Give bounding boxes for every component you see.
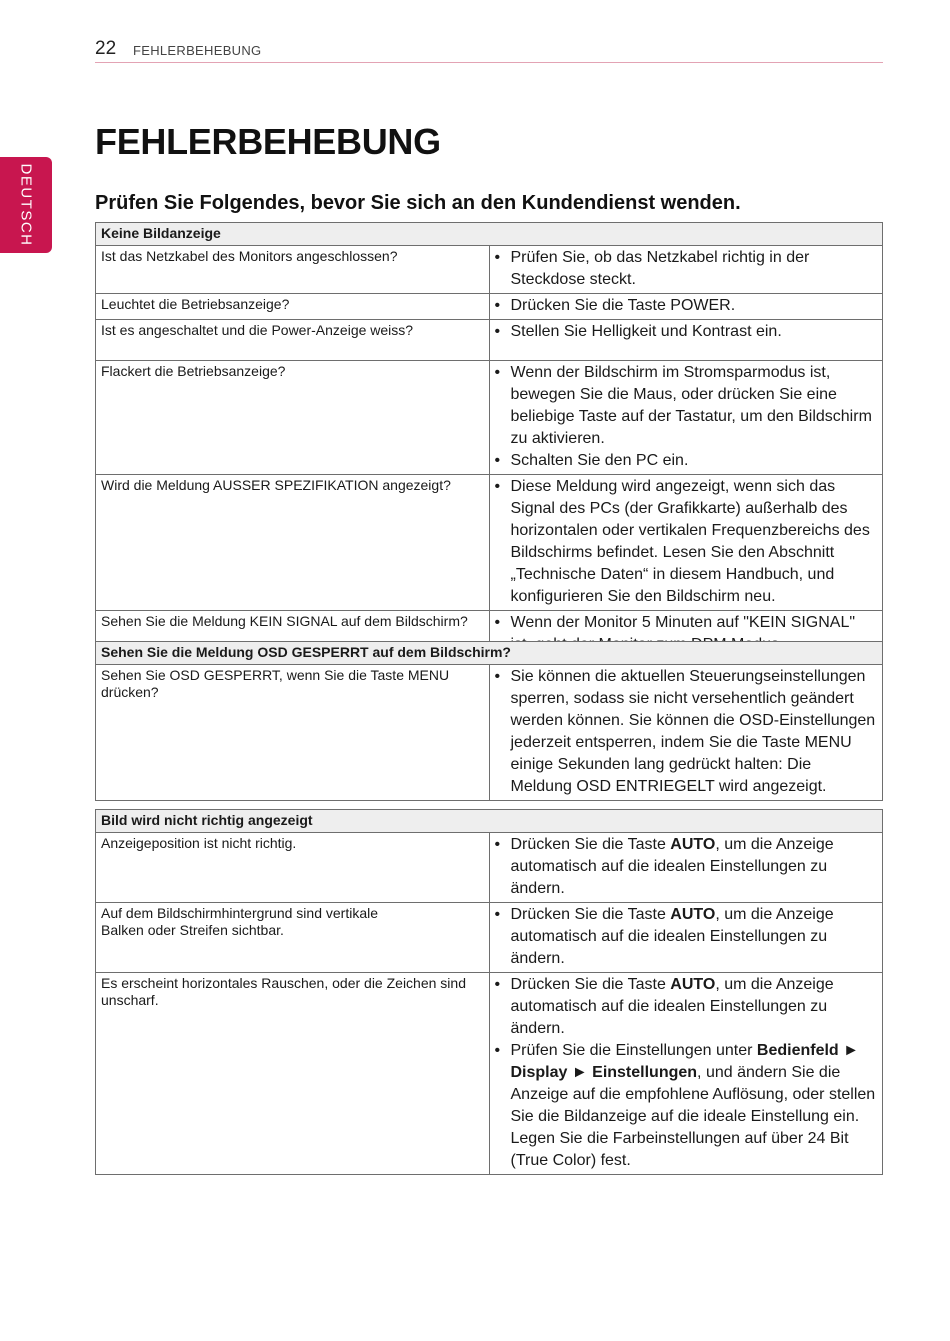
bullet: • [494,668,501,685]
solution-cell [489,294,883,320]
bullet: • [494,1042,501,1059]
table-row [96,320,883,361]
table-heading: Keine Bildanzeige [96,223,883,246]
running-title: FEHLERBEHEBUNG [133,43,262,58]
table-heading: Bild wird nicht richtig angezeigt [96,810,883,833]
solution-item: • Drücken Sie die Taste AUTO, um die Anzeige automatisch auf die idealen Einstellungen zu ändern. [494,836,834,897]
table-row [96,833,883,903]
question-cell: Leuchtet die Betriebsanzeige? [96,294,490,320]
bullet: • [494,452,501,469]
bullet: • [494,297,501,314]
language-tab [0,157,52,253]
solution-item: • Drücken Sie die Taste AUTO, um die Anzeige automatisch auf die idealen Einstellungen zu ändern. [494,906,834,967]
solution-item: • Prüfen Sie die Einstellungen unter Bedienfeld ► Display ► Einstellungen, und ändern Sie die Anzeige auf die empfohlene Auflösung, oder stellen Sie die Bildanzeige auf die ideale Einstellung ein. Legen Sie die Farbeinstellungen auf über 24 Bit (True Color) fest. [494,1042,876,1169]
table-row [96,903,883,973]
solution-item: • Drücken Sie die Taste POWER. [495,295,877,317]
troubleshooting-table-no-picture [95,222,883,659]
language-tab-label: DEUTSCH [17,163,35,247]
bullet: • [494,478,501,495]
bold-term: AUTO [670,836,716,853]
bullet: • [494,906,501,923]
solution-cell [489,903,883,973]
table-row [96,665,883,801]
table-row [96,294,883,320]
question-cell: Wird die Meldung AUSSER SPEZIFIKATION angezeigt? [96,475,490,611]
solution-item: • Wenn der Monitor 5 Minuten auf "KEIN SIGNAL" [495,612,877,656]
solution-cell [489,665,883,801]
question-cell: Sehen Sie OSD GESPERRT, wenn Sie die Taste MENU drücken? [96,665,490,801]
bullet: • [494,976,501,993]
solution-item: • Wenn der Bildschirm im Stromsparmodus ist, bewegen Sie die Maus, oder drücken Sie eine beliebige Taste auf der Tastatur, um den Bildschirm zu aktivieren. [494,364,872,447]
table-heading: Sehen Sie die Meldung OSD GESPERRT auf dem Bildschirm? [96,642,883,665]
question-cell: Auf dem Bildschirmhintergrund sind vertikale Balken oder Streifen sichtbar. [96,903,490,973]
page-subtitle: Prüfen Sie Folgendes, bevor Sie sich an den Kundendienst wenden. [95,192,741,214]
solution-cell [489,475,883,611]
bold-term: AUTO [670,976,716,993]
solution-item: • Schalten Sie den PC ein. [495,450,877,472]
solution-cell [489,973,883,1175]
solution-cell [489,246,883,294]
bullet: • [494,249,501,266]
table-row [96,246,883,294]
table-row [96,475,883,611]
question-cell: Flackert die Betriebsanzeige? [96,361,490,475]
solution-item: • Sie können die aktuellen Steuerungseinstellungen sperren, sodass sie nicht versehentlich geändert werden können. Sie können die OSD-Einstellungen jederzeit entsperren, indem Sie die Taste MENU einige Sekunden lang gedrückt halten: Die Meldung OSD ENTRIEGELT wird angezeigt. [494,668,876,795]
troubleshooting-table-osd-locked [95,641,883,801]
solution-cell [489,320,883,361]
solution-cell [489,361,883,475]
question-cell: Sehen Sie die Meldung KEIN SIGNAL auf dem Bildschirm? [96,611,490,659]
page-title: FEHLERBEHEBUNG [95,121,441,162]
bold-term: AUTO [670,906,716,923]
troubleshooting-table-picture-incorrect [95,809,883,1175]
solution-item: • Drücken Sie die Taste AUTO, um die Anzeige automatisch auf die idealen Einstellungen zu ändern. [494,976,834,1037]
question-cell: Anzeigeposition ist nicht richtig. [96,833,490,903]
solution-item: • Prüfen Sie, ob das Netzkabel richtig in der Steckdose steckt. [494,249,810,288]
page-number: 22 [95,38,117,59]
solution-item: • Stellen Sie Helligkeit und Kontrast ein. [495,321,877,343]
solution-item: • Diese Meldung wird angezeigt, wenn sich das Signal des PCs (der Grafikkarte) außerhalb des horizontalen oder vertikalen Frequenzbereichs des Bildschirms befindet. Lesen Sie den Abschnitt „Technische Daten“ in diesem Handbuch, und konfigurieren Sie den Bildschirm neu. [494,478,870,605]
question-cell: Es erscheint horizontales Rauschen, oder die Zeichen sind unscharf. [96,973,490,1175]
table-row [96,973,883,1175]
question-cell: Ist es angeschaltet und die Power-Anzeige weiss? [96,320,490,361]
bullet: • [494,614,501,631]
question-cell: Ist das Netzkabel des Monitors angeschlossen? [96,246,490,294]
solution-cell [489,833,883,903]
page-header [95,38,883,63]
bullet: • [494,364,501,381]
table-row [96,361,883,475]
bullet: • [494,323,501,340]
bullet: • [494,836,501,853]
bold-term: Bedienfeld ► Display ► Einstellungen [510,1042,859,1081]
